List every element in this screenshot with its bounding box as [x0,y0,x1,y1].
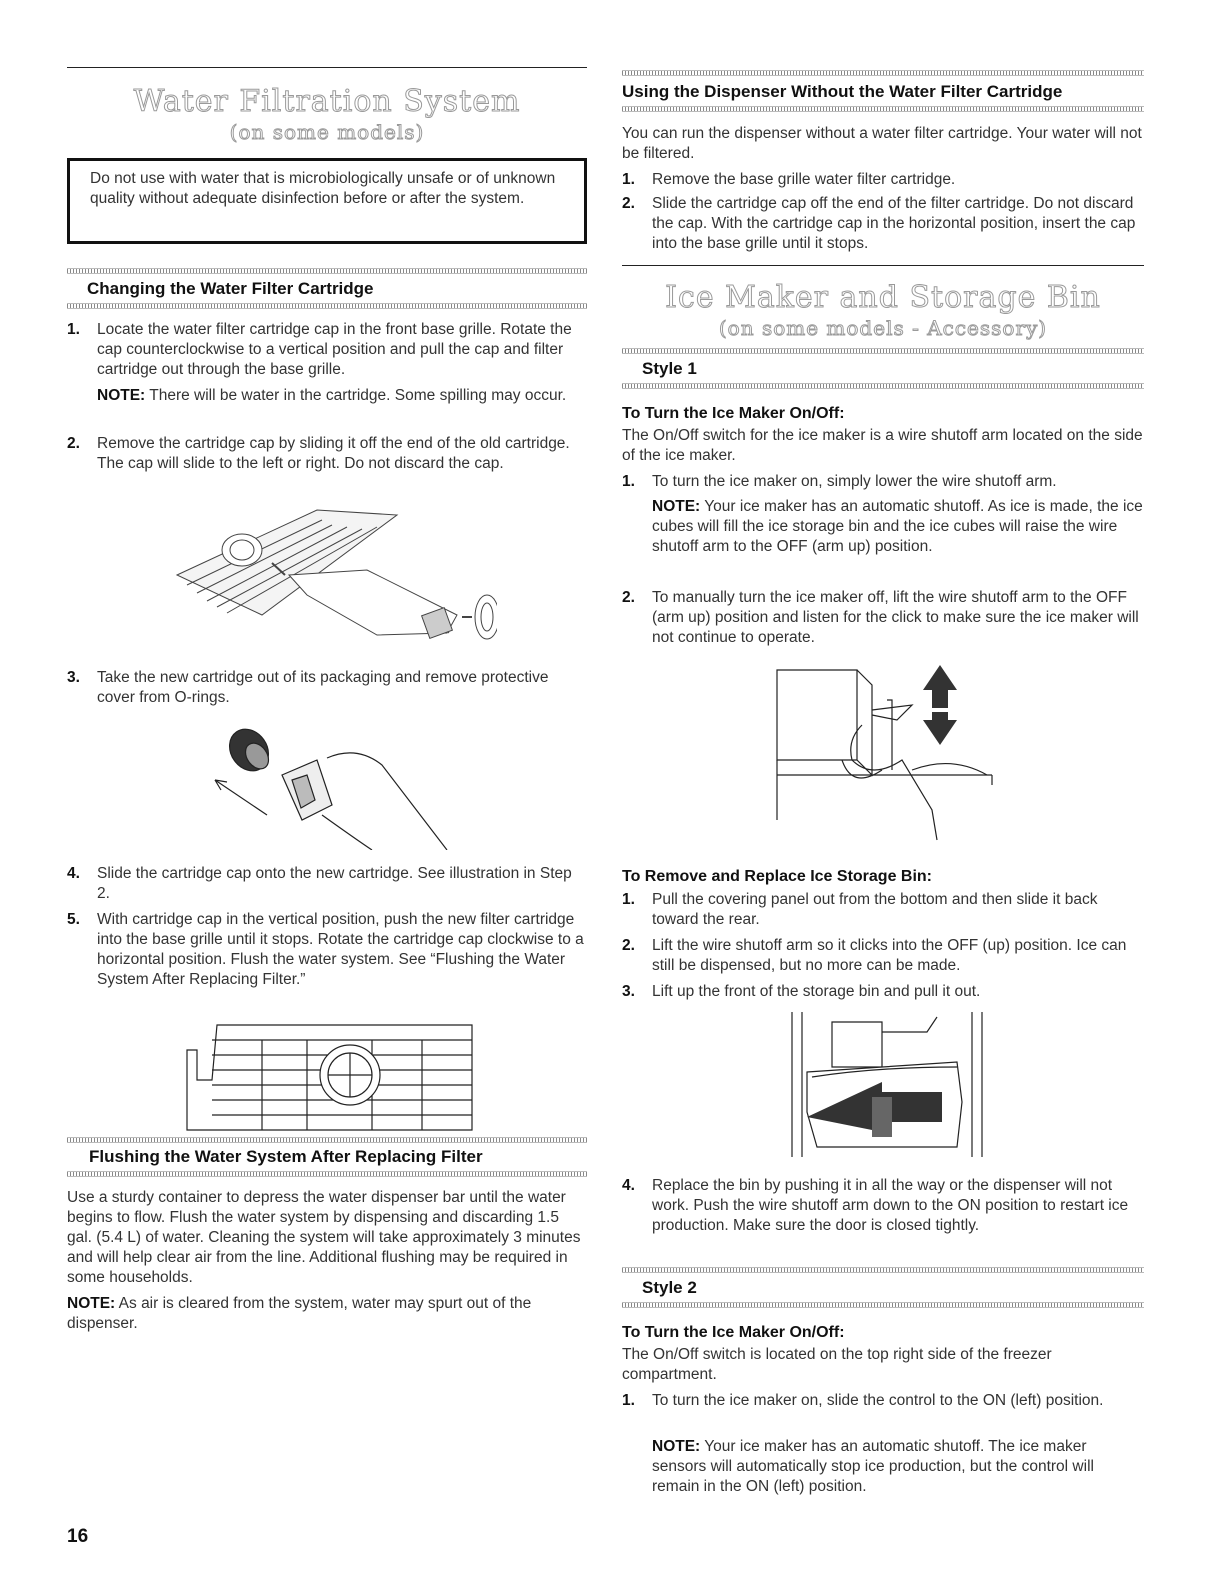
ice-maker-arm-illustration [772,660,997,850]
style1-heading: Style 1 [642,359,697,378]
top-rule [67,67,587,68]
divider-hatch [67,1171,587,1177]
list-item: 3. Lift up the front of the storage bin and pull it out. [622,983,981,1000]
list-item: 2. Slide the cartridge cap off the end of the filter cartridge. Do not discard the cap. With the cartridge cap in the horizontal position, insert the cap into the base grille until it stops. [622,195,1136,252]
flushing-heading: Flushing the Water System After Replacing Filter [89,1147,483,1166]
list-item: 1. Locate the water filter cartridge cap in the front base grille. Rotate the cap counterclockwise to a vertical position and pull the cap and filter cartridge out through the base grille. [67,321,572,378]
remove-bin-heading: To Remove and Replace Ice Storage Bin: [622,868,933,885]
list-item: 4. Slide the cartridge cap onto the new cartridge. See illustration in Step 2. [67,865,572,902]
list-item: 5. With cartridge cap in the vertical position, push the new filter cartridge into the base grille until it stops. Rotate the cartridge cap clockwise to a horizontal position. Flush the water system. See “Flushing the Water System After Replacing Filter.” [67,911,584,988]
page-number: 16 [67,1526,89,1547]
divider-hatch [622,106,1144,112]
changing-heading: Changing the Water Filter Cartridge [87,279,374,298]
turn-on-off-heading-2: To Turn the Ice Maker On/Off: [622,1324,845,1341]
flushing-note: NOTE: As air is cleared from the system, water may spurt out of the dispenser. [67,1295,532,1332]
list-item: 1. Pull the covering panel out from the bottom and then slide it back toward the rear. [622,891,1098,928]
storage-bin-illustration [787,1012,987,1160]
style2-heading: Style 2 [642,1278,697,1297]
divider-hatch [622,1267,1144,1273]
divider-hatch [622,383,1144,389]
list-item: 3. Take the new cartridge out of its packaging and remove protective cover from O-rings. [67,669,549,706]
list-item: 2. Lift the wire shutoff arm so it clicks into the OFF (up) position. Ice can still be dispensed, but no more can be made. [622,937,1127,974]
divider-hatch [67,268,587,274]
list-item: 1. To turn the ice maker on, slide the control to the ON (left) position. [622,1392,1104,1409]
section-title: Water Filtration System [133,84,521,119]
divider-hatch [622,70,1144,76]
note: NOTE: Your ice maker has an automatic shutoff. The ice maker sensors will automatically stop ice production, but the control will remain in the ON (left) position. [652,1438,1094,1495]
divider-hatch [67,303,587,309]
dispenser-body: You can run the dispenser without a water filter cartridge. Your water will not be filtered. [622,125,1142,162]
new-cartridge-illustration [207,720,457,850]
divider-hatch [67,1137,587,1143]
note: NOTE: Your ice maker has an automatic shutoff. As ice is made, the ice cubes will fill the ice storage bin and the ice cubes will raise the wire shutoff arm to the OFF (arm up) position. [652,498,1143,555]
warning-box [67,158,587,244]
ice-section-subtitle: (on some models - Accessory) [718,316,1048,340]
divider-hatch [622,348,1144,354]
base-grille-illustration [182,1020,477,1135]
turn-on-off-heading: To Turn the Ice Maker On/Off: [622,405,845,422]
turn-on-off-body: The On/Off switch for the ice maker is a wire shutoff arm located on the side of the ice maker. [622,427,1143,464]
section-subtitle: (on some models) [229,120,425,144]
flushing-body: Use a sturdy container to depress the water dispenser bar until the water begins to flow. Flush the water system by dispensing and discarding 1.5 gal. (5.4 L) of water. Cleaning the system will take approximately 3 minutes and will help clear air from the line. Additional flushing may be required in some households. [67,1189,581,1286]
divider-hatch [622,1302,1144,1308]
cartridge-removal-illustration [167,505,497,660]
list-item: 2. Remove the cartridge cap by sliding it off the end of the old cartridge. The cap will slide to the left or right. Do not discard the cap. [67,435,570,472]
section-rule [622,265,1144,266]
list-item: 1. To turn the ice maker on, simply lower the wire shutoff arm. [622,473,1057,490]
list-item: 1. Remove the base grille water filter cartridge. [622,171,956,188]
turn-on-off-body-2: The On/Off switch is located on the top right side of the freezer compartment. [622,1346,1052,1383]
ice-section-title: Ice Maker and Storage Bin [665,280,1101,315]
dispenser-heading: Using the Dispenser Without the Water Filter Cartridge [622,82,1063,101]
list-item: 2. To manually turn the ice maker off, lift the wire shutoff arm to the OFF (arm up) position and listen for the click to make sure the ice maker will not continue to operate. [622,589,1139,646]
warning-text: Do not use with water that is microbiologically unsafe or of unknown quality without adequate disinfection before or after the system. [90,170,556,207]
note: NOTE: There will be water in the cartridge. Some spilling may occur. [97,387,567,404]
list-item: 4. Replace the bin by pushing it in all the way or the dispenser will not work. Push the wire shutoff arm down to the ON position to restart ice production. Make sure the door is closed tightly. [622,1177,1129,1234]
